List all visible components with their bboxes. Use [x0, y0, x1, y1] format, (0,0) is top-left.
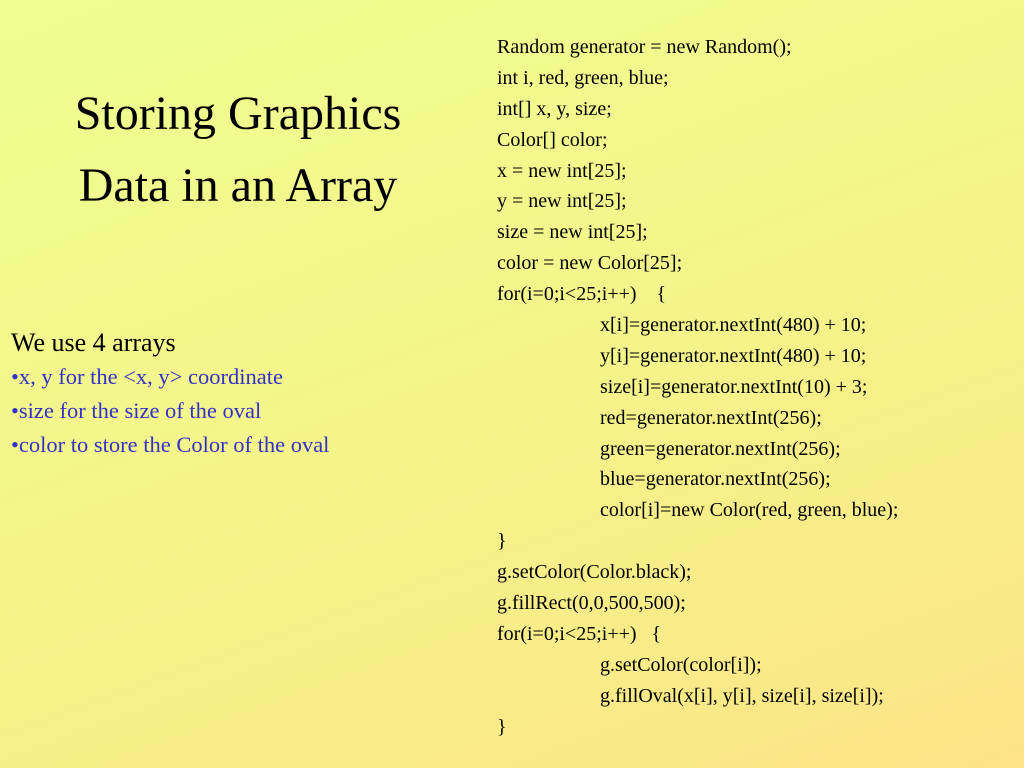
code-line: y[i]=generator.nextInt(480) + 10; — [600, 344, 867, 367]
code-line: g.fillRect(0,0,500,500); — [497, 592, 686, 615]
notes-block — [11, 326, 471, 462]
code-line: Random generator = new Random(); — [497, 36, 792, 58]
code-line: g.setColor(color[i]); — [600, 653, 762, 676]
code-line: color = new Color[25]; — [497, 252, 683, 275]
code-line: } — [497, 715, 507, 738]
code-line: green=generator.nextInt(256); — [600, 437, 841, 460]
code-listing — [497, 32, 1017, 742]
code-line: g.fillOval(x[i], y[i], size[i], size[i]); — [600, 684, 884, 707]
code-line: size = new int[25]; — [497, 221, 648, 244]
slide-title-line-1: Storing Graphics — [74, 87, 402, 140]
code-line: size[i]=generator.nextInt(10) + 3; — [600, 375, 868, 398]
code-line: color[i]=new Color(red, green, blue); — [600, 499, 899, 522]
code-line: blue=generator.nextInt(256); — [600, 468, 831, 491]
slide-title — [18, 78, 458, 222]
notes-bullet-size: •size for the size of the oval — [11, 398, 262, 423]
code-line: for(i=0;i<25;i++) { — [497, 622, 662, 645]
slide-title-line-2: Data in an Array — [78, 159, 398, 212]
code-line: red=generator.nextInt(256); — [600, 406, 822, 429]
code-line: for(i=0;i<25;i++) { — [497, 283, 667, 306]
code-line: g.setColor(Color.black); — [497, 561, 692, 584]
code-line: int[] x, y, size; — [497, 97, 612, 120]
notes-bullet-coordinates: •x, y for the <x, y> coordinate — [11, 364, 283, 389]
notes-bullet-color: •color to store the Color of the oval — [11, 432, 330, 457]
code-line: Color[] color; — [497, 128, 608, 151]
code-line: int i, red, green, blue; — [497, 66, 669, 89]
notes-heading: We use 4 arrays — [11, 328, 176, 357]
code-line: y = new int[25]; — [497, 190, 627, 213]
code-line: } — [497, 530, 507, 553]
code-line: x = new int[25]; — [497, 159, 627, 182]
code-line: x[i]=generator.nextInt(480) + 10; — [600, 314, 867, 337]
